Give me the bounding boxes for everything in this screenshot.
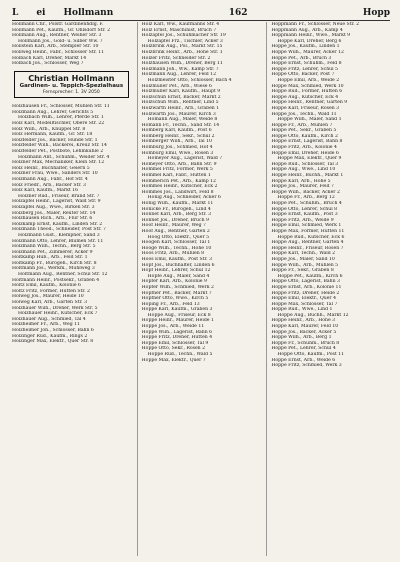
list-item: Holzschuh Wilh., Rentner, Lind 5 <box>141 100 219 106</box>
list-item: Hoppe Fr., Arb., Mühlen 7 <box>271 122 333 128</box>
list-item: Holbach Karl, Dreher, Markt 14 <box>12 55 87 61</box>
list-item: Hoppe Jos., Maurer, Feld 7 <box>271 184 334 190</box>
list-item: Homberg Karl, Kaufm., Post 6 <box>141 128 212 134</box>
list-item: Holtz Emil, Kaufm., Kolonie 6 <box>12 283 81 289</box>
list-item: Holzner Frau, Wwe., Sanders Str. 10 <box>12 171 98 177</box>
list-item: Holz Karl, Kaufm., Markt 16 <box>12 188 79 194</box>
list-item: Hoppe Fritz, Arb., Weide 9 <box>271 217 334 223</box>
list-item: Hoppe Aug., Friseur, Eck 8 <box>147 312 211 318</box>
list-item: Hoppe Karl, Dreher, Berg 6 <box>277 38 342 44</box>
list-item: Hollstein Karl, Arb., Stempler Str. 10 <box>12 44 99 50</box>
list-item: Holzhauer Heinr., Kutscher, Eck 7 <box>18 311 98 317</box>
list-item: Hoppe Otto, Kaufm., Kirch 2 <box>271 133 338 139</box>
list-item: Hoppe Emil, Arb., Weide 2 <box>277 77 340 83</box>
list-item: Hoppe Otto, Bäcker, Post 7 <box>271 72 335 78</box>
list-item: Holzmann Wilh., Techn., Berg Str. 5 <box>12 244 96 250</box>
list-item: Hoppe Aug., Kutscher, Eck 4 <box>271 94 339 100</box>
list-item: Hoppe Pet., Arb., Bruch 3 <box>271 55 332 61</box>
list-item: Holz Friedr., Arb., Bäcker Str. 3 <box>12 182 86 188</box>
list-item: Holz Wilh., Arb., Knüppel Str. 8 <box>12 126 86 132</box>
list-item: Holzinger Max, Elektr., Quer Str. 8 <box>12 339 94 345</box>
list-item: Homburg Jos., Schmied, Hof 4 <box>141 145 213 151</box>
list-item: Holzschuh Ernst, Bäcker, Markt 2 <box>141 94 221 100</box>
list-item: Hoppe Otto, Kaufm., Post 11 <box>277 352 345 358</box>
list-item: Hoppmann Heinr., Wwe., Markt 9 <box>271 33 351 39</box>
list-item: Holzmüller Karl, Kaufm., Haupt 9 <box>141 89 221 95</box>
list-item: Holtmann Heinr., Postsekr., Graben 4 <box>12 277 100 283</box>
list-item: Holzmann Aug., Lehrer, Feld 12 <box>141 72 217 78</box>
list-item: Homann Aug., Maler, Weide 8 <box>147 117 218 123</box>
list-item: Holzner Max, Mechaniker, Klein Str. 12 <box>12 160 105 166</box>
list-item: Holzmann Gust., Klempner, Sand 3 <box>18 232 100 238</box>
page-number: 162 <box>228 8 248 18</box>
header-left-title: Hollmann <box>63 8 114 18</box>
list-item: Hoogen Karl, Schlosser, Tal 1 <box>141 240 211 246</box>
list-item: Hoppe Fr., Sekr., Graben 8 <box>271 268 334 274</box>
column-2 <box>137 22 261 556</box>
list-item: Hoppe Ernst, Arb., Weide 6 <box>271 357 336 363</box>
list-item: Hoppe Otto, Lehrer, Schul 8 <box>271 206 338 212</box>
list-item: Hoppe Ernst, Schuhm., Feld 8 <box>271 61 342 67</box>
list-item: Holzmann Otto, Lehrer, Blumen Str. 11 <box>12 238 104 244</box>
list-item: Hoppe Max, Schlosser, Tal 7 <box>271 301 338 307</box>
list-item: Holzmann Aug., Fabr., Hof Str. 4 <box>12 176 88 182</box>
list-item: Holzbach Wilh., Lehrer, Pferde Str. 1 <box>18 115 104 121</box>
list-item: Holweg Jos., Maurer, Heide 10 <box>12 294 84 300</box>
list-item: Hoppe Wilh., Maurer, Acker 12 <box>271 49 344 55</box>
list-item: Hommerich Pet., Arb., Kamp 12 <box>141 178 216 184</box>
list-item: Hoppe Wilh., Maler, Sand 1 <box>277 117 342 123</box>
list-item: Holzfelder Wilh., Bäckerei, Kreuz Str. 14 <box>12 143 107 149</box>
list-item: Hoppe Otto, Lagerist, Bahn 3 <box>271 279 340 285</box>
list-item: Holz Ernst, Maschinist, Bruch 7 <box>141 27 217 33</box>
list-item: Holzberg Jos., Maler, Reuter Str. 14 <box>12 210 96 216</box>
column-3 <box>266 22 390 556</box>
list-item: Hoppe Aug., Buchh., Markt 12 <box>277 312 349 318</box>
list-item: Hoppe Ernst, Lagerist, Bahn 8 <box>271 139 343 145</box>
list-item: Hoppe Jos., Arb., Weide 11 <box>141 324 205 330</box>
list-item: Holzbrink Aug., Pol., Markt Str. 15 <box>141 44 223 50</box>
list-item: Hopfer Karl, Arb., Kolonie 9 <box>141 279 207 285</box>
list-item: Holz Hermann, Kaufm., Gr. Str. 18 <box>12 132 93 138</box>
list-item: Hoppe Karl, Friseur, Rosen 3 <box>271 105 340 111</box>
list-item: Hoppe Fritz, Schmied, Werk 3 <box>271 363 342 369</box>
list-item: Hoppe Rud., Kutscher, Eck 6 <box>277 234 345 240</box>
list-item: Hoppe Jos., Maler, Sand 10 <box>271 256 335 262</box>
list-item: Holzfelder Jos., Bäcker, Hunde Str. 1 <box>12 137 98 143</box>
page-header <box>12 8 390 21</box>
list-item: Hommel Fritz, Former, Werk 5 <box>141 167 213 173</box>
list-item: Hoppe Rud., Former, Hütten 6 <box>271 89 343 95</box>
list-item: Hoppe Fritz, Lehrer, Schul 5 <box>271 66 338 72</box>
list-item: Hoof Heinr., Maurer, Weg 7 <box>141 223 206 229</box>
list-item: Holzkamp Ernst, Kaufm., Linden Str. 2 <box>12 221 103 227</box>
list-item: Homann Fr., Techn., Sand Str. 14 <box>141 122 220 128</box>
list-item: Holzmüller Pet., Arb., Wiese 6 <box>141 83 212 89</box>
advert-line3: Fernsprecher: 1. 3V 2050 <box>42 89 100 95</box>
list-item: Homeyer Aug., Lagerist, Wald 7 <box>147 156 223 162</box>
list-item: Hoppe Jos., Bäcker, Acker 5 <box>271 329 337 335</box>
list-item: Hoppe Pet., Kaufm., Kirch 6 <box>277 273 343 279</box>
list-item: Holzapfel Jos., Schuhmacher Str. 19 <box>141 33 226 39</box>
list-item: Hopfer Wilh., Schmied, Werk 2 <box>141 284 214 290</box>
list-item: Holzwarth Jos., Maurer, Kirch 3 <box>141 111 216 117</box>
list-item: Hoppmann Fr., Schlosser, Neue Str. 2 <box>271 22 360 27</box>
header-right-title: Hopp <box>362 8 390 18</box>
list-item: Hoping Fr., Arb., Feld 13 <box>141 301 200 307</box>
advert-line2: Gardinen- u. Teppich-Spezialhaus <box>19 82 124 89</box>
list-item: Holzhauer Wilh., Dreher, Werk Str. 5 <box>12 305 98 311</box>
list-item: Hopf Heinr., Lehrer, Schul 12 <box>141 268 211 274</box>
list-item: Hönig Wilh., Kaufm., Markt 11 <box>141 201 214 206</box>
list-item: Holzfelder Pet., Postbote, Lehmkuhle 2 <box>12 149 104 154</box>
list-item: Hooge Wilh., Techn., Hohe 10 <box>141 245 212 251</box>
list-item: Hoppe Fr., Schuhm., Bruch 8 <box>271 340 340 346</box>
list-item: Hoppe Wilh., Arb., Mühlen 5 <box>271 262 339 268</box>
list-item: Hoppe Ernst, Kaufm., Post 3 <box>271 212 338 218</box>
list-item: Holzbrink Heinr., Arb., Hohe Str. 1 <box>141 49 223 55</box>
list-item: Hoppe Pet., Schuhm., Bruch 4 <box>271 201 342 206</box>
list-item: Honnef Jos., Dreher, Bruch 9 <box>141 217 209 223</box>
list-item: Hollmann Jos., Gold- u. Silber Ww. 7 <box>18 38 103 44</box>
list-item: Hoppe Aug., Rentner, Garten 4 <box>271 240 344 246</box>
list-item: Holzapfel Aug., Wwe., Birken Str. 3 <box>12 204 95 210</box>
advert-line1: Christian Hollmann <box>28 73 115 83</box>
list-item: Holtmann Aug., Rentner, Schul Str. 12 <box>18 272 108 278</box>
list-item: Holtz Fritz, Former, Hütten Str. 2 <box>12 288 90 294</box>
list-item: Hoppe Emil, Elektr., Quer 4 <box>271 296 337 302</box>
list-item: Holzner Rud., Friseur, Brand Str. 7 <box>18 193 100 199</box>
list-item: Hoppe Emil, Schmied, Werk 1 <box>271 223 342 229</box>
list-item: Holzhauer Aug., Schmied, Tal 4 <box>12 316 86 322</box>
header-letter: L <box>12 8 19 18</box>
list-item: Hoppe Heinr., Arb., Hohe 3 <box>271 318 336 324</box>
column-1 <box>12 22 131 556</box>
list-item: Hoppe Heinr., Rentner, Garten 9 <box>271 100 348 106</box>
list-item: Holzhausen Wilh., Dreher, Berg 11 <box>141 61 223 67</box>
list-item: Hopf Jos., Buchhalter, Linden 6 <box>141 262 215 268</box>
list-item: Hoppe Fritz, Dreher, Heide 2 <box>271 290 340 296</box>
list-item: Hopfner Otto, Wwe., Kirch 5 <box>141 296 209 302</box>
list-item: Hoppe Fr., Arb., Berg 12 <box>277 195 335 201</box>
list-item: Hoppe Max, Former, Hütten 11 <box>271 228 345 234</box>
list-item: Holzmann Joh., Ww., Kamp Str. 7 <box>141 66 219 72</box>
list-item: Holzmann Pet., Zimmerer, Acker 9 <box>12 249 93 255</box>
list-item: Hommel Karl, Fabr., Hütten 1 <box>141 173 211 179</box>
list-item: Hoppe Heinr., Maurer, Heide 1 <box>141 318 214 324</box>
list-item: Hollmann Chr., Polstr. Gardinenhdlg. F. <box>12 22 104 27</box>
list-item: Hönicke Fr., Bürogeh., Lind 4 <box>141 206 211 212</box>
list-item: Holzer Fritz, Schneider Str. 2 <box>141 55 211 61</box>
list-item: Hoppe Wilh., Arb., Berg 1 <box>271 335 332 341</box>
list-item: Hönig Aug., Schneider, Acker 6 <box>147 195 221 201</box>
list-item: Holzhausen Fr., Schlosser, Mühlen Str. 11 <box>12 104 110 110</box>
list-item: Holtkamp Hub., Arb., Feld Str. 1 <box>12 255 88 261</box>
list-item: Hoppe Max, Schmied, Werk 10 <box>271 83 344 89</box>
list-item: Homberger Wilh., Arb., Tal 10 <box>141 139 212 145</box>
list-item: Holz Heinr., Buchhalter, Geiern 5 <box>12 165 90 171</box>
list-item: Holtmann Jos., Werkm., Mühlweg 3 <box>12 266 95 272</box>
list-item: Hopfner Pet., Bäcker, Markt 7 <box>141 290 212 296</box>
list-item: Hoos Emil, Kaufm., Post Str. 3 <box>141 256 213 262</box>
list-item: Hoppe Jos., Techn., Wald 11 <box>271 111 337 117</box>
list-item: Hollmann Aug., Rentner, Weiher Str. 3 <box>12 33 102 39</box>
list-item: Hoppe Fritz, Arb., Kolonie 4 <box>271 145 337 151</box>
list-item: Hoppe Heinr., Friseur, Rosen 7 <box>271 245 344 251</box>
list-item: Holweg Karl, Arb., Garten Str. 3 <box>12 300 87 306</box>
list-item: Hollweg Heinr., Fabr., Schlosser Str. 11 <box>12 49 105 55</box>
list-item: Homeyer Otto, Arb., Bahn Str. 9 <box>141 161 217 167</box>
list-item: Hoof Aug., Rentner, Garten 2 <box>141 228 210 234</box>
list-item: Hoppe Wilh., Bäcker, Acker 2 <box>271 189 340 195</box>
list-item: Hoppe Wilh., Lagerist, Bahn 6 <box>141 329 213 335</box>
list-item: Hoppe Aug., Wwe., Lind 10 <box>271 167 336 173</box>
list-item: Holzapfel Heinr., Lagerist, Wald Str. 9 <box>12 199 101 205</box>
header-abbr: ei <box>36 8 46 18</box>
list-item: Homberg Heinr., Sekr., Schul 2 <box>141 133 215 139</box>
list-item: Holzmann Theod., Schneider, Post Str. 7 <box>12 227 106 233</box>
list-item: Hommes Heinr., Kutscher, Eck 2 <box>141 184 218 190</box>
list-item: Holzmann Aug., Lehrer, Gerichts 5 <box>12 109 94 115</box>
list-item: Holz Karl, Ww., Kaufmanns Str. 4 <box>141 22 220 27</box>
list-item: Hoos Fritz, Arb., Mühlen 8 <box>141 251 205 257</box>
list-item: Hoppe Otto, Sekr., Rosen 2 <box>141 346 206 352</box>
list-item: Hoppe Karl, Maurer, Feld 10 <box>271 324 339 330</box>
list-item: Hopfe Aug., Maler, Sand 4 <box>147 273 210 279</box>
list-item: Hoppe Jos., Kaufm., Linden 1 <box>271 44 340 50</box>
list-item: Hoppe Ernst, Arb., Kolonie 11 <box>271 284 342 290</box>
list-item: Holtkamp Fr., Bürogeh., Kirch Str. 8 <box>12 260 97 266</box>
list-item: Holzmann Ant., Schuhm., Weider Str. 4 <box>18 154 110 160</box>
list-item: Hoppe Emil, Dreher, Heide 6 <box>271 150 339 156</box>
list-item: Hoppe Rud., Schlosser, Tal 3 <box>271 161 339 167</box>
list-item: Holz Karl, Modelltischler, Obere Str. 22 <box>12 121 105 127</box>
list-item: Holzapfel Frz., Tischler, Acker 3 <box>147 38 223 44</box>
list-item: Hommes Jos., Landwirt, Feld 8 <box>141 189 214 195</box>
list-item: Holzheimer Fr., Arb., Weg 11 <box>12 322 80 328</box>
list-item: Honnef Karl, Arb., Berg Str. 3 <box>141 212 212 218</box>
list-item: Hoppe Karl, Kaufm., Graben 3 <box>141 307 213 313</box>
advertisement-box <box>14 71 129 99</box>
list-item: Holzmeister Otto, Schlosser, Bach 4 <box>147 77 232 83</box>
list-item: Hoppe Heinr., Buchh., Markt 1 <box>271 173 344 179</box>
list-item: Hoog Otto, Elektr., Quer 5 <box>147 234 210 240</box>
list-item: Holzinger Rud., Kaufm., Rings 2 <box>12 333 88 339</box>
list-item: Hoppe Max, Elektr., Quer 7 <box>141 357 206 363</box>
list-item: Holzhausen Rich., Arb., Flur Str. 6 <box>12 216 93 222</box>
list-item: Hoppe Karl, Techn., Wald 2 <box>271 251 336 257</box>
list-item: Hoppe Karl, Arb., Hohe 5 <box>271 178 331 184</box>
list-item: Hoppe Fritz, Dreher, Hütten 4 <box>141 335 213 341</box>
list-item: Hollmann Pet., Kaufm., Gr. Ohlsdorf Str. 2 <box>12 27 110 33</box>
list-item: Holbach Jos., Schlosser, Weg 7 <box>12 61 84 67</box>
list-item: Hoppe Rud., Wwe., Lind 1 <box>271 307 333 313</box>
list-item: Homburg Emil, Wwe., Rosen 3 <box>141 150 214 156</box>
list-item: Hoppe Pet., Sekr., Graben 5 <box>271 128 337 134</box>
list-item: Hoppmann Aug., Arb., Kamp 4 <box>271 27 343 33</box>
list-item: Hoppe Emil, Schlosser, Tal 9 <box>141 340 209 346</box>
list-item: Hoppe Rud., Techn., Wald 5 <box>147 352 213 358</box>
list-item: Hoppe Max, Elektr., Quer 9 <box>277 156 342 162</box>
list-item: Holzheimer Joh., Schlosser, Bahn 6 <box>12 328 94 333</box>
columns <box>12 22 390 556</box>
list-item: Hoppe Pet., Lehrer, Schul 4 <box>271 346 336 352</box>
list-item: Holzwarth Heinr., Arb., Graben 1 <box>141 105 220 111</box>
